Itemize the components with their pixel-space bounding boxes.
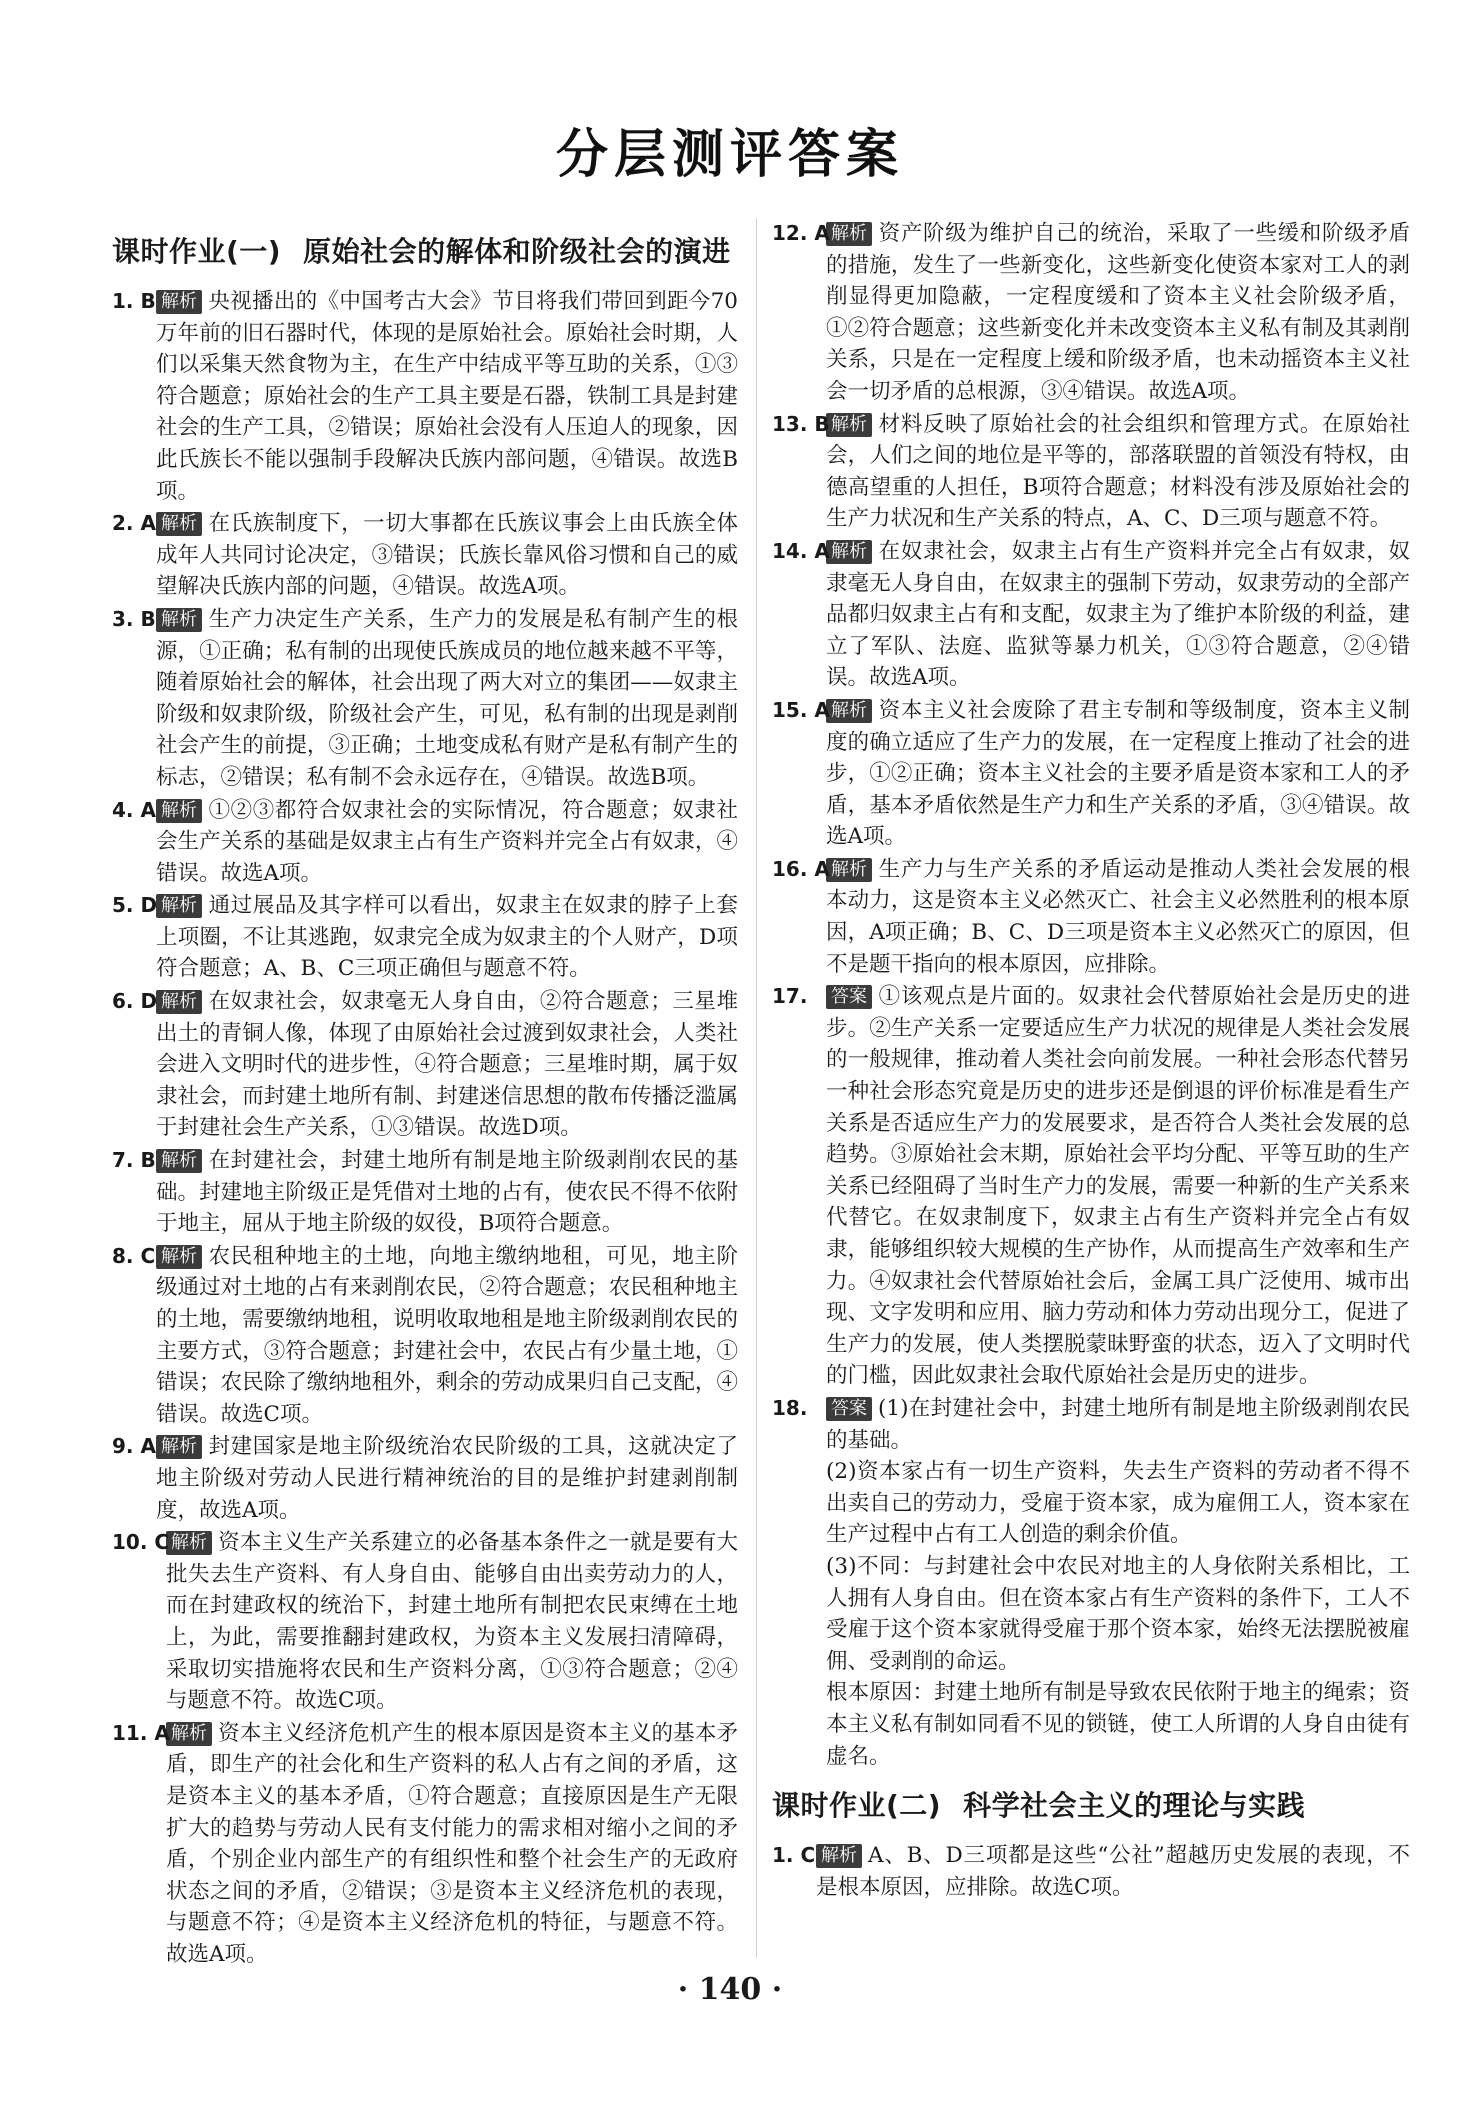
item-text: 在封建社会，封建土地所有制是地主阶级剥削农民的基础。封建地主阶级正是凭借对土地的占有，使农民不得不依附于地主，屈从于地主阶级的奴役，B项符合题意。 bbox=[156, 1148, 738, 1237]
item-number: 11. A bbox=[112, 1720, 170, 1745]
answer-item bbox=[112, 1241, 738, 1431]
answer-item bbox=[112, 286, 738, 507]
item-text: 资本主义生产关系建立的必备基本条件之一就是要有大批失去生产资料、有人身自由、能够自由出卖劳动力的人，而在封建政权的统治下，封建土地所有制把农民束缚在土地上，为此，需要推翻封建政权，为资本主义发展扫清障碍，采取切实措施将农民和生产资料分离，①③符合题意；②④与题意不符。故选C项。 bbox=[166, 1530, 738, 1714]
analysis-badge: 解析 bbox=[156, 990, 202, 1014]
item-number: 15. A bbox=[772, 697, 830, 722]
analysis-badge: 解析 bbox=[156, 894, 202, 918]
answer-badge: 答案 bbox=[826, 985, 872, 1009]
item-text: 资产阶级为维护自己的统治，采取了一些缓和阶级矛盾的措施，发生了一些新变化，这些新变化使资本家对工人的剥削显得更加隐蔽，一定程度缓和了资本主义社会阶级矛盾，①②符合题意；这些新变化并未改变资本主义私有制及其剥削关系，只是在一定程度上缓和阶级矛盾，也未动摇资本主义社会一切矛盾的总根源，③④错误。故选A项。 bbox=[826, 221, 1410, 404]
sub-answer: (2)资本家占有一切生产资料，失去生产资料的劳动者不得不出卖自己的劳动力，受雇于资本家，成为雇佣工人，资本家在生产过程中占有工人创造的剩余价值。 bbox=[826, 1459, 1410, 1548]
answer-item bbox=[112, 604, 738, 794]
item-text: 农民租种地主的土地，向地主缴纳地租，可见，地主阶级通过对土地的占有来剥削农民，②符合题意；农民租种地主的土地，需要缴纳地租，说明收取地租是地主阶级剥削农民的主要方式，③符合题意；封建社会中，农民占有少量土地，①错误；农民除了缴纳地租外，剩余的劳动成果归自己支配，④错误。故选C项。 bbox=[156, 1243, 738, 1427]
analysis-badge: 解析 bbox=[156, 290, 202, 314]
item-text: ①该观点是片面的。奴隶社会代替原始社会是历史的进步。②生产关系一定要适应生产力状况的规律是人类社会发展的一般规律，推动着人类社会向前发展。一种社会形态代替另一种社会形态究竟是历史的进步还是倒退的评价标准是看生产关系是否适应生产力的发展要求，是否符合人类社会发展的总趋势。③原始社会末期，原始社会平均分配、平等互助的生产关系已经阻碍了当时生产力的发展，需要一种新的生产关系来代替它。在奴隶制度下，奴隶主占有生产资料并完全占有奴隶，能够组织较大规模的生产协作，从而提高生产效率和生产力。④奴隶社会代替原始社会后，金属工具广泛使用、城市出现、文字发明和应用、脑力劳动和体力劳动出现分工，促进了生产力的发展，使人类摆脱蒙昧野蛮的状态，迈入了文明时代的门槛，因此奴隶社会取代原始社会是历史的进步。 bbox=[826, 984, 1410, 1389]
item-text: 在奴隶社会，奴隶主占有生产资料并完全占有奴隶，奴隶毫无人身自由，在奴隶主的强制下劳动，奴隶劳动的全部产品都归奴隶主占有和支配，奴隶主为了维护本阶级的利益，建立了军队、法庭、监狱等暴力机关，①③符合题意，②④错误。故选A项。 bbox=[826, 538, 1410, 691]
item-number: 7. B bbox=[112, 1148, 156, 1173]
item-text: 在奴隶社会，奴隶毫无人身自由，②符合题意；三星堆出土的青铜人像，体现了由原始社会过渡到奴隶社会，人类社会进入文明时代的进步性，④符合题意；三星堆时期，属于奴隶社会，而封建土地所有制、封建迷信思想的散布传播泛滥属于封建社会生产关系，①③错误。故选D项。 bbox=[156, 989, 738, 1141]
answer-item bbox=[772, 409, 1410, 535]
analysis-badge: 解析 bbox=[816, 1844, 862, 1868]
sub-answer: (3)不同：与封建社会中农民对地主的人身依附关系相比，工人拥有人身自由。但在资本家占有生产资料的条件下，工人不受雇于这个资本家就得受雇于那个资本家，始终无法摆脱被雇佣、受剥削的命运。 bbox=[826, 1553, 1410, 1674]
section-title: 原始社会的解体和阶级社会的演进 bbox=[303, 235, 731, 268]
item-number: 14. A bbox=[772, 538, 830, 563]
answer-item bbox=[772, 1840, 1410, 1903]
item-text: 资本主义经济危机产生的根本原因是资本主义的基本矛盾，即生产的社会化和生产资料的私人占有之间的矛盾，这是资本主义的基本矛盾，①符合题意；直接原因是生产无限扩大的趋势与劳动人民有支付能力的需求相对缩小之间的矛盾，个别企业内部生产的有组织性和整个社会生产的无政府状态之间的矛盾，②错误；③是资本主义经济危机的表现，与题意不符；④是资本主义经济危机的特征，与题意不符。故选A项。 bbox=[166, 1720, 738, 1967]
right-column bbox=[772, 218, 1410, 1904]
section-number: 课时作业(二) bbox=[772, 1789, 942, 1823]
page-title: 分层测评答案 bbox=[555, 125, 904, 185]
answer-item bbox=[112, 795, 738, 890]
item-number: 12. A bbox=[772, 221, 830, 245]
analysis-badge: 解析 bbox=[156, 512, 202, 536]
column-divider bbox=[756, 218, 757, 1958]
item-number: 18. bbox=[772, 1395, 808, 1420]
item-number: 10. C bbox=[112, 1530, 170, 1555]
analysis-badge: 解析 bbox=[166, 1722, 212, 1746]
item-text: 生产力与生产关系的矛盾运动是推动人类社会发展的根本动力，这是资本主义必然灭亡、社会主义必然胜利的根本原因，A项正确；B、C、D三项是资本主义必然灭亡的原因，但不是题干指向的根本原因，应排除。 bbox=[826, 856, 1410, 977]
analysis-badge: 解析 bbox=[156, 608, 202, 632]
answer-item bbox=[772, 981, 1410, 1392]
item-text: 生产力决定生产关系，生产力的发展是私有制产生的根源，①正确；私有制的出现使氏族成员的地位越来越不平等，随着原始社会的解体，社会出现了两大对立的集团——奴隶主阶级和奴隶阶级，阶级社会产生，可见，私有制的出现是剥削社会产生的前提，③正确；土地变成私有财产是私有制产生的标志，②错误；私有制不会永远存在，④错误。故选B项。 bbox=[156, 606, 738, 790]
item-number: 17. bbox=[772, 984, 808, 1009]
item-number: 6. D bbox=[112, 989, 158, 1014]
answer-item bbox=[112, 1527, 738, 1717]
item-number: 13. B bbox=[772, 411, 830, 436]
item-number: 3. B bbox=[112, 606, 156, 631]
analysis-badge: 解析 bbox=[826, 222, 872, 246]
answer-item bbox=[112, 1431, 738, 1526]
answer-item bbox=[772, 218, 1410, 408]
item-number: 9. A bbox=[112, 1434, 156, 1459]
sub-answer: 根本原因：封建土地所有制是导致农民依附于地主的绳索；资本主义私有制如同看不见的锁链，使工人所谓的人身自由徒有虚名。 bbox=[826, 1680, 1410, 1769]
item-number: 5. D bbox=[112, 893, 158, 918]
page-number: · 140 · bbox=[677, 1972, 783, 2007]
item-text: 央视播出的《中国考古大会》节目将我们带回到距今70万年前的旧石器时代，体现的是原始社会。原始社会时期，人们以采集天然食物为主，在生产中结成平等互助的关系，①③符合题意；原始社会的生产工具主要是石器，铁制工具是封建社会的生产工具，②错误；原始社会没有人压迫人的现象，因此氏族长不能以强制手段解决氏族内部问题，④错误。故选B项。 bbox=[156, 289, 738, 504]
analysis-badge: 解析 bbox=[826, 858, 872, 882]
item-text: ①②③都符合奴隶社会的实际情况，符合题意；奴隶社会生产关系的基础是奴隶主占有生产资料并完全占有奴隶，④错误。故选A项。 bbox=[156, 797, 738, 886]
section-heading-2 bbox=[772, 1786, 1410, 1826]
section-title: 科学社会主义的理论与实践 bbox=[963, 1789, 1306, 1823]
section-number: 课时作业(一) bbox=[112, 235, 282, 268]
item-text: 在氏族制度下，一切大事都在氏族议事会上由氏族全体成年人共同讨论决定，③错误；氏族长靠风俗习惯和自己的威望解决氏族内部的问题，④错误。故选A项。 bbox=[156, 511, 738, 600]
analysis-badge: 解析 bbox=[826, 413, 872, 437]
item-number: 4. A bbox=[112, 797, 156, 822]
item-number: 8. C bbox=[112, 1243, 156, 1268]
answer-item bbox=[772, 536, 1410, 694]
answer-item bbox=[112, 986, 738, 1144]
item-text: (1)在封建社会中，封建土地所有制是地主阶级剥削农民的基础。 bbox=[826, 1395, 1410, 1453]
analysis-badge: 解析 bbox=[156, 1149, 202, 1173]
analysis-badge: 解析 bbox=[826, 540, 872, 564]
item-text: 材料反映了原始社会的社会组织和管理方式。在原始社会，人们之间的地位是平等的，部落联盟的首领没有特权，由德高望重的人担任，B项符合题意；材料没有涉及原始社会的生产力状况和生产关系的特点，A、C、D三项与题意不符。 bbox=[826, 411, 1410, 532]
item-number: 1. B bbox=[112, 289, 156, 313]
item-number: 1. C bbox=[772, 1843, 816, 1868]
item-text: 通过展品及其字样可以看出，奴隶主在奴隶的脖子上套上项圈，不让其逃跑，奴隶完全成为奴隶主的个人财产，D项符合题意；A、B、C三项正确但与题意不符。 bbox=[156, 893, 738, 982]
answer-item bbox=[772, 695, 1410, 853]
answer-item bbox=[112, 1145, 738, 1240]
item-text: 资本主义社会废除了君主专制和等级制度，资本主义制度的确立适应了生产力的发展，在一定程度上推动了社会的进步，①②正确；资本主义社会的主要矛盾是资本家和工人的矛盾，基本矛盾依然是生产力和生产关系的矛盾，③④错误。故选A项。 bbox=[826, 697, 1410, 850]
analysis-badge: 解析 bbox=[156, 1245, 202, 1269]
item-number: 16. A bbox=[772, 856, 830, 881]
answer-item bbox=[772, 854, 1410, 980]
item-text: 封建国家是地主阶级统治农民阶级的工具，这就决定了地主阶级对劳动人民进行精神统治的目的是维护封建剥削制度，故选A项。 bbox=[156, 1434, 738, 1523]
answer-item bbox=[112, 1718, 738, 1971]
answer-item bbox=[112, 890, 738, 985]
analysis-badge: 解析 bbox=[826, 699, 872, 723]
answer-item bbox=[772, 1393, 1410, 1772]
answer-item bbox=[112, 508, 738, 603]
section-heading-1 bbox=[112, 232, 738, 272]
analysis-badge: 解析 bbox=[166, 1531, 212, 1555]
answer-badge: 答案 bbox=[826, 1397, 872, 1421]
analysis-badge: 解析 bbox=[156, 799, 202, 823]
item-number: 2. A bbox=[112, 511, 156, 536]
item-text: A、B、D三项都是这些“公社”超越历史发展的表现，不是根本原因，应排除。故选C项。 bbox=[816, 1843, 1410, 1900]
left-column bbox=[112, 218, 738, 1971]
analysis-badge: 解析 bbox=[156, 1435, 202, 1459]
